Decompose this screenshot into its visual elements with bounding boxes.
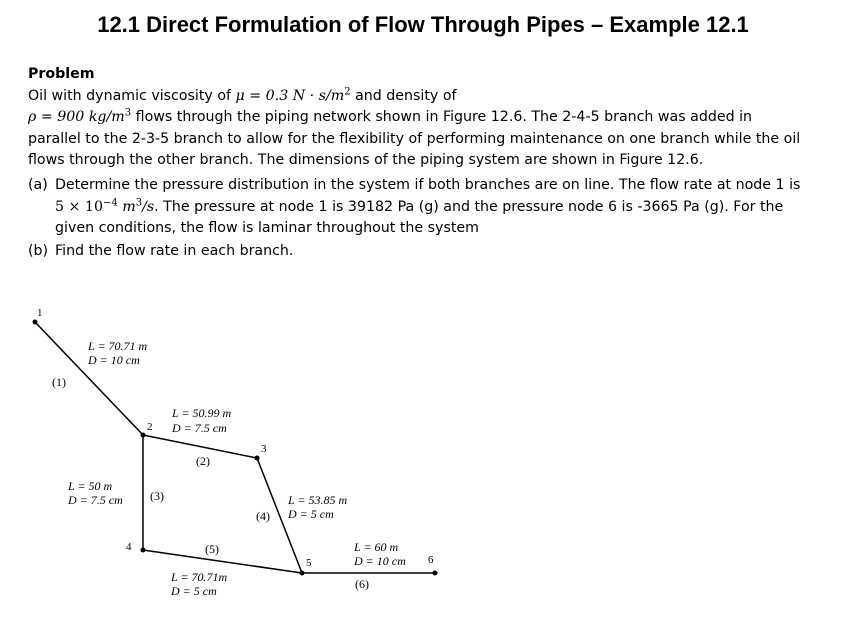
line2-post: flows through the piping network shown in Figure 12.6. The 2-4-5 branch was added in — [131, 109, 753, 125]
node-1-dot — [33, 320, 38, 325]
element-5-label: (5) — [205, 542, 219, 556]
element-4-label: (4) — [256, 509, 270, 523]
density-exponent: 3 — [124, 107, 132, 119]
line1-pre: Oil with dynamic viscosity of — [28, 88, 236, 104]
node-2-label: 2 — [147, 421, 153, 433]
line1-post: and density of — [350, 88, 457, 104]
pipe-4-diameter: D = 5 cm — [288, 507, 334, 521]
node-3-dot — [255, 456, 260, 461]
element-3-label: (3) — [150, 489, 164, 503]
node-6-label: 6 — [428, 554, 434, 566]
flow-rate-unit-tail: /s — [142, 199, 155, 215]
pipe-4-length: L = 53.85 m — [288, 493, 348, 507]
node-6-dot — [433, 571, 438, 576]
node-4-label: 4 — [126, 541, 132, 553]
node-4-dot — [141, 548, 146, 553]
part-a-line-3: given conditions, the flow is laminar throughout the system — [55, 220, 479, 236]
pipe-1-diameter: D = 10 cm — [88, 353, 140, 367]
node-5-dot — [300, 571, 305, 576]
part-a-label: (a) — [28, 177, 48, 193]
node-5-label: 5 — [306, 557, 312, 569]
node-1-label: 1 — [37, 307, 43, 319]
node-2-dot — [141, 433, 146, 438]
page-title: 12.1 Direct Formulation of Flow Through Pipes – Example 12.1 — [97, 12, 749, 37]
element-2-label: (2) — [196, 454, 210, 468]
part-a-line-1: Determine the pressure distribution in the system if both branches are on line. The flow rate at node 1 is — [55, 177, 801, 193]
pipe-3-length: L = 50 m — [68, 479, 113, 493]
element-1-label: (1) — [52, 375, 66, 389]
pipe-2-length: L = 50.99 m — [172, 406, 232, 420]
viscosity-equation: μ = 0.3 N · s/m — [235, 88, 345, 104]
flow-rate-unit: m — [117, 199, 136, 215]
pipe-3-diameter: D = 7.5 cm — [68, 493, 123, 507]
pipe-6-length: L = 60 m — [354, 540, 399, 554]
problem-line-3: parallel to the 2-3-5 branch to allow for the flexibility of performing maintenance on one branch while the oil — [28, 131, 801, 147]
node-3-label: 3 — [261, 443, 267, 455]
viscosity-exponent: 2 — [344, 86, 351, 98]
pipe-2-diameter: D = 7.5 cm — [172, 421, 227, 435]
part-a-line-2-rest: . The pressure at node 1 is 39182 Pa (g) and the pressure node 6 is -3665 Pa (g). For the — [154, 199, 784, 215]
element-6-label: (6) — [355, 577, 369, 591]
flow-rate-value: 5 × 10 — [55, 199, 103, 215]
pipe-1-length: L = 70.71 m — [88, 339, 148, 353]
pipe-5-diameter: D = 5 cm — [171, 584, 217, 598]
problem-line-4: flows through the other branch. The dimensions of the piping system are shown in Figure 12.6. — [28, 152, 704, 168]
pipe-5-length: L = 70.71m — [171, 570, 228, 584]
density-equation: ρ = 900 kg/m — [28, 109, 125, 125]
pipe-6-diameter: D = 10 cm — [354, 554, 406, 568]
flow-rate-unit-exponent: 3 — [135, 197, 143, 209]
part-b-label: (b) — [28, 243, 49, 259]
flow-rate-exponent: −4 — [103, 197, 118, 209]
part-b-text: Find the flow rate in each branch. — [55, 243, 294, 259]
problem-heading: Problem — [28, 66, 95, 82]
